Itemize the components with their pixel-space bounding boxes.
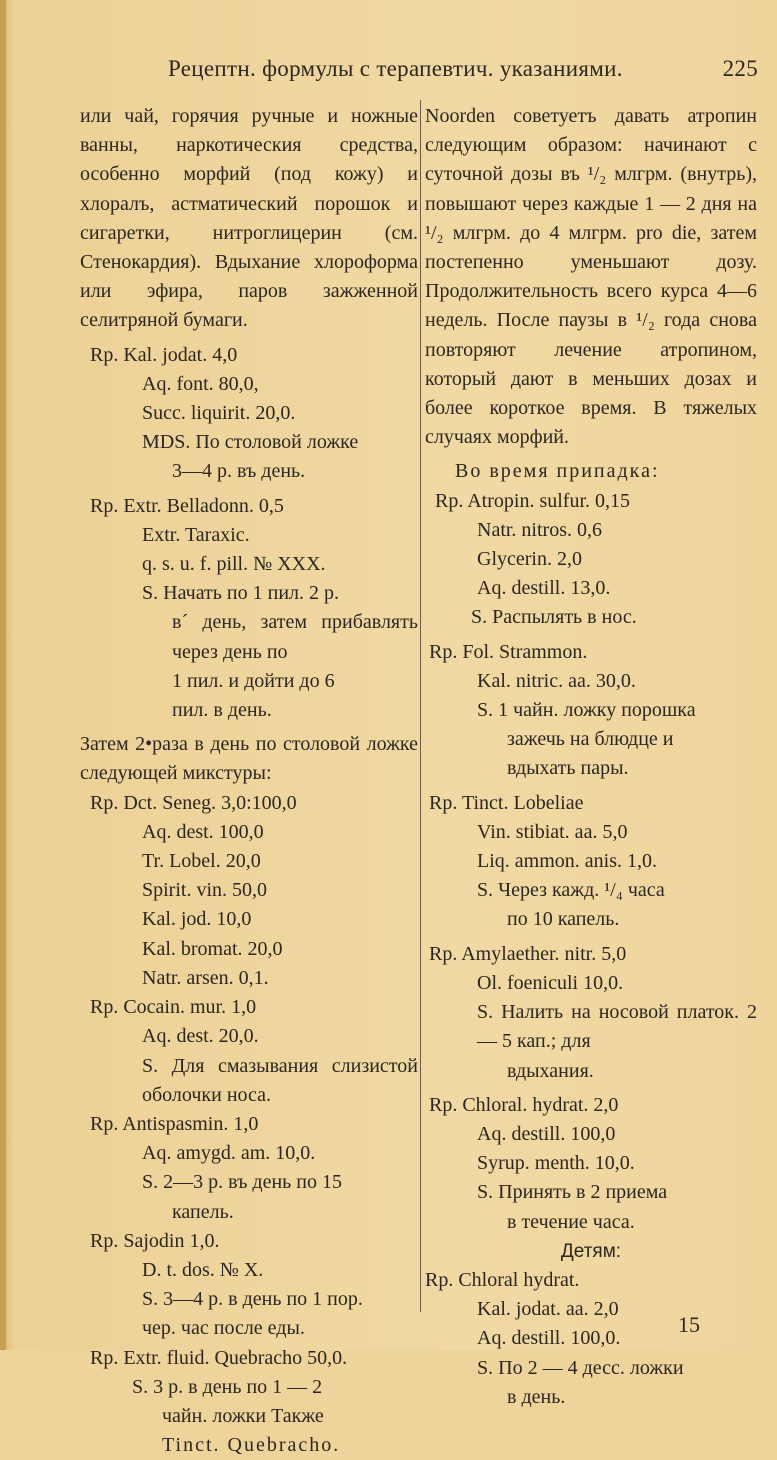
rx-line: Tinct. Quebracho.	[162, 1434, 341, 1457]
page-number: 225	[722, 56, 758, 81]
rx-line: пил. в день.	[172, 699, 272, 722]
rx-line: Rp. Amylaether. nitr. 5,0	[429, 942, 627, 965]
rx-line: Rp. Tinct. Lobeliae	[429, 791, 584, 814]
rx-line: Aq. dest. 100,0	[142, 820, 264, 843]
rx-line: 3—4 р. въ день.	[172, 460, 306, 483]
right-intro-paragraph: Noorden советуетъ давать атропин следующим образом: начинают с суточной дозы въ ¹/₂ млгрм. (внутрь), повышают через каждые 1 — 2 дня на ¹/₂ млгрм. до 4 млгрм. pro die, затем постепенно уменьшают дозу. Продолжительность всего курса 4—6 недель. После паузы в ¹/₂ года снова повторяют лечение атропином, который дают в меньших дозах и более короткое время. В тяжелых случаях морфий.	[425, 105, 757, 449]
rx-line: Kal. nitric. aa. 30,0.	[477, 669, 636, 692]
rx-line: Ol. foeniculi 10,0.	[477, 971, 624, 994]
rx-line: Vin. stibiat. aa. 5,0	[477, 820, 628, 843]
column-divider	[420, 100, 421, 1312]
prescription-quebracho	[80, 1344, 418, 1460]
rx-line: Natr. nitros. 0,6	[477, 518, 602, 541]
rx-line: Kal. jodat. aa. 2,0	[477, 1298, 619, 1321]
prescription-chloral	[425, 1091, 757, 1237]
rx-line: Rp. Kal. jodat. 4,0	[90, 343, 238, 366]
rx-line: S. Принять в 2 приема	[477, 1181, 668, 1204]
rx-line: Tr. Lobel. 20,0	[142, 850, 261, 873]
rx-line: Rp. Atropin. sulfur. 0,15	[435, 489, 631, 512]
prescription-amylaether	[425, 940, 757, 1086]
rx-line: в течение часа.	[507, 1210, 635, 1233]
attack-subheading: Во время припадка:	[455, 460, 660, 483]
rx-line: Rp. Extr. fluid. Quebracho 50,0.	[90, 1346, 348, 1369]
signature-mark: 15	[678, 1312, 700, 1337]
rx-line: Aq. dest. 20,0.	[142, 1025, 259, 1048]
prescription-cocaine	[80, 993, 418, 1110]
rx-line: чайн. ложки Также	[162, 1404, 324, 1427]
rx-line: Aq. font. 80,0,	[142, 372, 259, 395]
rx-line: Rp. Sajodin 1,0.	[90, 1229, 220, 1252]
rx-line: Rp. Chloral. hydrat. 2,0	[429, 1093, 619, 1116]
rx-line: Rp. Dct. Seneg. 3,0:100,0	[90, 791, 297, 814]
rx-line: зажечь на блюдце и	[507, 728, 674, 751]
prescription-senega-mixture	[80, 789, 418, 993]
rx-line: в´ день, затем прибавлять через день по	[172, 611, 418, 663]
rx-line: капель.	[172, 1200, 234, 1223]
rx-line: Rp. Chloral hydrat.	[425, 1268, 580, 1291]
children-subheading: Детям:	[560, 1240, 622, 1262]
rx-line: D. t. dos. № X.	[142, 1258, 264, 1281]
rx-line: S. Для смазывания слизистой оболочки носа.	[142, 1054, 418, 1106]
prescription-atropine	[425, 487, 757, 633]
rx-line: S. 1 чайн. ложку порошка	[477, 699, 696, 722]
rx-line: S. Налить на носовой платок. 2 — 5 кап.; для	[477, 1001, 757, 1053]
rx-line: Natr. arsen. 0,1.	[142, 966, 269, 989]
prescription-strammonium	[425, 638, 757, 784]
right-column	[425, 102, 757, 1412]
rx-line: S. Распылять в нос.	[471, 606, 637, 629]
left-column	[80, 102, 418, 1460]
rx-line: вдыхания.	[507, 1059, 594, 1082]
rx-line: Extr. Taraxic.	[142, 523, 250, 546]
rx-line: чер. час после еды.	[142, 1317, 305, 1340]
rx-line: MDS. По столовой ложке	[142, 431, 359, 454]
rx-line: S. Через кажд. ¹/₄ часа	[477, 879, 665, 902]
prescription-sajodin	[80, 1227, 418, 1344]
rx-line: Kal. jod. 10,0	[142, 908, 252, 931]
prescription-kal-jodat	[80, 341, 418, 487]
running-header	[168, 56, 758, 90]
rx-line: Aq. destill. 13,0.	[477, 577, 611, 600]
rx-line: Rp. Fol. Strammon.	[429, 640, 588, 663]
header-title: Рецептн. формулы с терапевтич. указаниями.	[168, 56, 623, 81]
rx-line: S. По 2 — 4 десс. ложки	[477, 1356, 684, 1379]
rx-line: Rp. Antispasmin. 1,0	[90, 1112, 259, 1135]
rx-line: Succ. liquirit. 20,0.	[142, 402, 296, 425]
left-mid-paragraph: Затем 2•раза в день по столовой ложке следующей микстуры:	[80, 733, 418, 785]
rx-line: Aq. amygd. am. 10,0.	[142, 1142, 316, 1165]
rx-line: Rp. Cocain. mur. 1,0	[90, 996, 257, 1019]
left-intro-paragraph: или чай, горячия ручные и ножные ванны, наркотическия средства, особенно морфий (под кожу) и хлоралъ, астматический порошок и сигаретки, нитроглицерин (см. Стенокардия). Вдыхание хлороформа или эфира, паров зажженной селитряной бумаги.	[80, 105, 418, 332]
page-edge	[0, 0, 6, 1350]
rx-line: 1 пил. и дойти до 6	[172, 669, 335, 692]
rx-line: Aq. destill. 100,0.	[477, 1327, 621, 1350]
rx-line: в день.	[507, 1385, 566, 1408]
rx-line: S. 3 р. в день по 1 — 2	[132, 1375, 323, 1398]
rx-line: Spirit. vin. 50,0	[142, 879, 268, 902]
rx-line: Syrup. menth. 10,0.	[477, 1152, 635, 1175]
rx-line: вдыхать пары.	[507, 757, 629, 780]
rx-line: по 10 капель.	[507, 908, 620, 931]
prescription-belladonna	[80, 492, 418, 726]
rx-line: Liq. ammon. anis. 1,0.	[477, 850, 657, 873]
prescription-antispasmin	[80, 1110, 418, 1227]
rx-line: Glycerin. 2,0	[477, 548, 582, 571]
rx-line: Aq. destill. 100,0	[477, 1122, 616, 1145]
prescription-chloral-children	[425, 1266, 757, 1412]
rx-line: S. 3—4 р. в день по 1 пор.	[142, 1288, 363, 1311]
rx-line: Kal. bromat. 20,0	[142, 937, 283, 960]
rx-line: S. 2—3 р. въ день по 15	[142, 1171, 342, 1194]
rx-line: q. s. u. f. pill. № XXX.	[142, 553, 326, 576]
prescription-lobelia	[425, 789, 757, 935]
rx-line: S. Начать по 1 пил. 2 р.	[142, 582, 340, 605]
rx-line: Rp. Extr. Belladonn. 0,5	[90, 494, 284, 517]
